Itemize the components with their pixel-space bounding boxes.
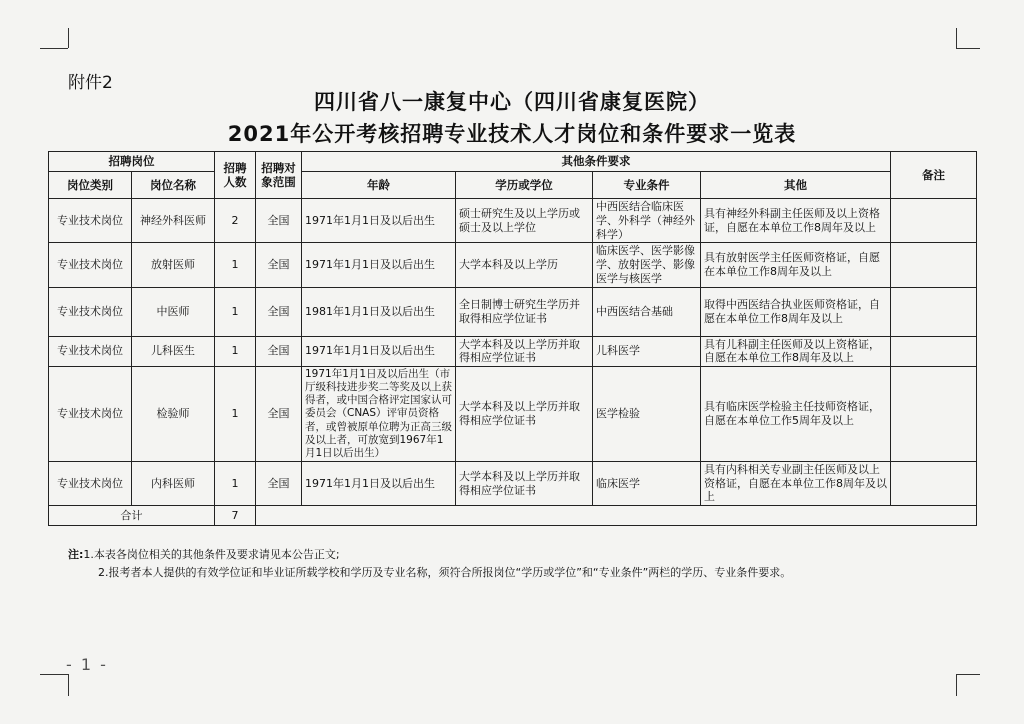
notes-label: 注: [68,548,84,561]
cell-count: 2 [215,199,256,243]
document-title-line2: 2021年公开考核招聘专业技术人才岗位和条件要求一览表 [227,122,797,146]
cell-target: 全国 [256,199,302,243]
cell-remarks [891,199,977,243]
page-number: - 1 - [66,655,108,674]
cell-target: 全国 [256,367,302,462]
cell-target: 全国 [256,336,302,367]
table-row [49,461,977,505]
cell-name: 放射医师 [132,243,215,287]
total-row [49,506,977,526]
cell-age: 1971年1月1日及以后出生 [302,199,456,243]
cell-major: 中西医结合基础 [593,287,701,336]
cell-age: 1971年1月1日及以后出生 [302,461,456,505]
cell-age: 1971年1月1日及以后出生 [302,336,456,367]
cell-education: 大学本科及以上学历 [456,243,593,287]
cell-count: 1 [215,336,256,367]
cell-other: 具有内科相关专业副主任医师及以上资格证，自愿在本单位工作8周年及以上 [701,461,891,505]
cell-major: 儿科医学 [593,336,701,367]
cell-category: 专业技术岗位 [49,367,132,462]
header-other-group: 其他条件要求 [302,152,891,172]
cell-name: 神经外科医师 [132,199,215,243]
cell-age: 1981年1月1日及以后出生 [302,287,456,336]
cell-education: 全日制博士研究生学历并取得相应学位证书 [456,287,593,336]
cell-category: 专业技术岗位 [49,287,132,336]
cell-category: 专业技术岗位 [49,199,132,243]
cell-name: 内科医师 [132,461,215,505]
cell-name: 儿科医生 [132,336,215,367]
header-target: 招聘对象范围 [256,152,302,199]
table-row [49,367,977,462]
cell-education: 大学本科及以上学历并取得相应学位证书 [456,461,593,505]
header-position-group: 招聘岗位 [49,152,215,172]
table-row [49,287,977,336]
cell-major: 临床医学 [593,461,701,505]
cell-other: 取得中西医结合执业医师资格证，自愿在本单位工作8周年及以上 [701,287,891,336]
notes [68,546,791,582]
cell-category: 专业技术岗位 [49,336,132,367]
cell-education: 大学本科及以上学历并取得相应学位证书 [456,367,593,462]
cell-other: 具有临床医学检验主任技师资格证，自愿在本单位工作5周年及以上 [701,367,891,462]
recruitment-table [48,151,977,526]
crop-mark-tr-h [956,48,980,49]
cell-age: 1971年1月1日及以后出生 [302,243,456,287]
cell-count: 1 [215,287,256,336]
note-line-2: 2.报考者本人提供的有效学位证和毕业证所载学校和学历及专业名称，须符合所报岗位“学历或学位”和“专业条件”两栏的学历、专业条件要求。 [98,566,792,579]
cell-target: 全国 [256,287,302,336]
table-row [49,243,977,287]
crop-mark-bl-v [68,674,69,696]
header-education: 学历或学位 [456,172,593,199]
crop-mark-tl-v [68,28,69,48]
cell-count: 1 [215,367,256,462]
header-remarks: 备注 [891,152,977,199]
cell-target: 全国 [256,243,302,287]
header-age: 年龄 [302,172,456,199]
header-other: 其他 [701,172,891,199]
cell-count: 1 [215,461,256,505]
cell-education: 大学本科及以上学历并取得相应学位证书 [456,336,593,367]
header-category: 岗位类别 [49,172,132,199]
cell-age: 1971年1月1日及以后出生（市厅级科技进步奖二等奖及以上获得者，或中国合格评定国家认可委员会（CNAS）评审员资格者，或曾被原单位聘为正高三级及以上者，可放宽到1967年1月1日以后出生） [302,367,456,462]
cell-category: 专业技术岗位 [49,243,132,287]
cell-category: 专业技术岗位 [49,461,132,505]
cell-major: 中西医结合临床医学、外科学（神经外科学） [593,199,701,243]
cell-name: 中医师 [132,287,215,336]
note-line-1: 1.本表各岗位相关的其他条件及要求请见本公告正文; [83,548,340,561]
table-row [49,336,977,367]
cell-other: 具有放射医学主任医师资格证，自愿在本单位工作8周年及以上 [701,243,891,287]
cell-other: 具有神经外科副主任医师及以上资格证，自愿在本单位工作8周年及以上 [701,199,891,243]
crop-mark-br-h [956,674,980,675]
cell-education: 硕士研究生及以上学历或硕士及以上学位 [456,199,593,243]
crop-mark-tr-v [956,28,957,48]
header-count: 招聘人数 [215,152,256,199]
cell-remarks [891,243,977,287]
cell-remarks [891,336,977,367]
attachment-label: 附件2 [68,73,113,93]
cell-remarks [891,287,977,336]
total-label: 合计 [49,506,215,526]
header-major: 专业条件 [593,172,701,199]
cell-name: 检验师 [132,367,215,462]
cell-major: 医学检验 [593,367,701,462]
crop-mark-tl-h [40,48,68,49]
document-title-line1: 四川省八一康复中心（四川省康复医院） [314,90,710,114]
total-count: 7 [215,506,256,526]
cell-other: 具有儿科副主任医师及以上资格证，自愿在本单位工作8周年及以上 [701,336,891,367]
crop-mark-bl-h [40,674,68,675]
total-empty [256,506,977,526]
cell-count: 1 [215,243,256,287]
table-row [49,199,977,243]
cell-remarks [891,461,977,505]
cell-remarks [891,367,977,462]
cell-target: 全国 [256,461,302,505]
crop-mark-br-v [956,674,957,696]
cell-major: 临床医学、医学影像学、放射医学、影像医学与核医学 [593,243,701,287]
header-name: 岗位名称 [132,172,215,199]
